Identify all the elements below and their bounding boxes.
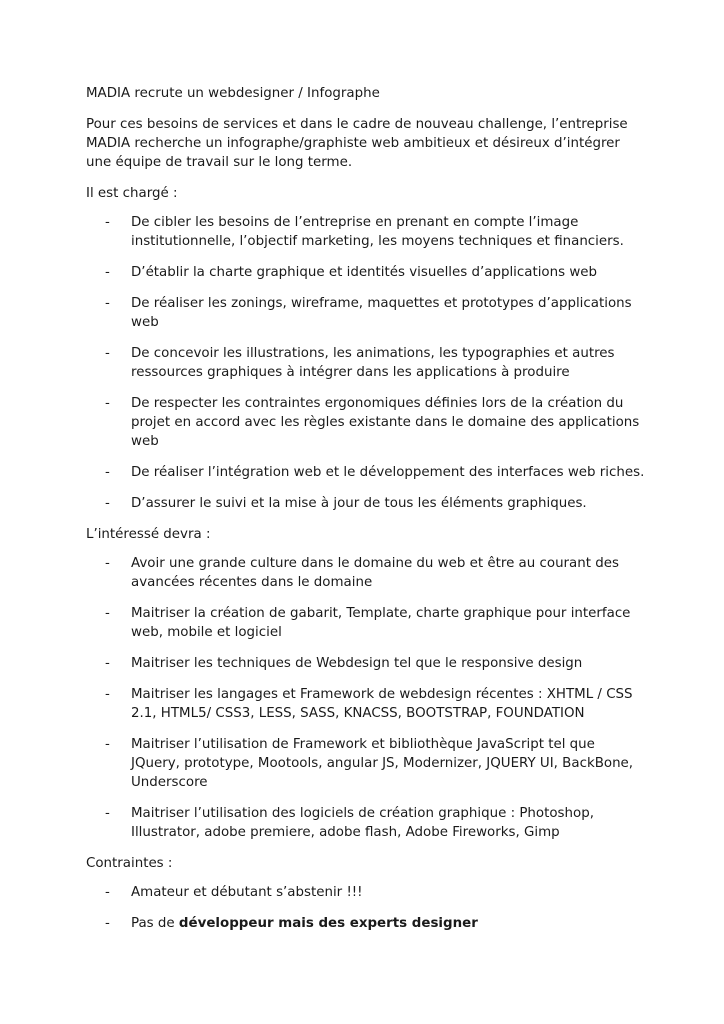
list-item (86, 263, 646, 282)
list-item (86, 685, 646, 723)
list-item (86, 654, 646, 673)
dash-bullet: - (105, 396, 110, 411)
list-item-text: De cibler les besoins de l’entreprise en prenant en compte l’image institutionnelle, l’objectif marketing, les moyens techniques et financiers. (131, 215, 624, 249)
dash-bullet: - (105, 806, 110, 821)
list-item (86, 883, 646, 902)
requirements-list (86, 554, 646, 842)
list-item-text: D’établir la charte graphique et identités visuelles d’applications web (131, 265, 598, 280)
responsibilities-list (86, 213, 646, 513)
list-item (86, 213, 646, 251)
dash-bullet: - (105, 296, 110, 311)
list-item-text-bold: développeur mais des experts designer (178, 916, 478, 931)
dash-bullet: - (105, 737, 110, 752)
list-item-text: Maitriser la création de gabarit, Template, charte graphique pour interface web, mobile et logiciel (131, 606, 631, 640)
list-item-text: Maitriser les langages et Framework de webdesign récentes : XHTML / CSS 2.1, HTML5/ CSS3, LESS, SASS, KNACSS, BOOTSTRAP, FOUNDATION (131, 687, 633, 721)
document-title: MADIA recrute un webdesigner / Infographe (86, 86, 380, 101)
list-item-text: De respecter les contraintes ergonomiques définies lors de la création du projet en accord avec les règles existante dans le domaine des applications web (131, 396, 640, 449)
dash-bullet: - (105, 465, 110, 480)
dash-bullet: - (105, 656, 110, 671)
list-item-text: Maitriser l’utilisation des logiciels de création graphique : Photoshop, Illustrator, adobe premiere, adobe flash, Adobe Fireworks, Gimp (131, 806, 594, 840)
list-item (86, 604, 646, 642)
dash-bullet: - (105, 265, 110, 280)
list-item (86, 914, 646, 933)
list-item (86, 463, 646, 482)
list-item (86, 394, 646, 451)
list-item-text: D’assurer le suivi et la mise à jour de tous les éléments graphiques. (131, 496, 587, 511)
list-item (86, 735, 646, 792)
dash-bullet: - (105, 606, 110, 621)
list-item-text: Maitriser les techniques de Webdesign tel que le responsive design (131, 656, 583, 671)
list-item (86, 344, 646, 382)
list-item (86, 294, 646, 332)
list-item (86, 804, 646, 842)
list-item (86, 554, 646, 592)
list-item-text: De réaliser les zonings, wireframe, maquettes et prototypes d’applications web (131, 296, 632, 330)
list-item-text: De concevoir les illustrations, les animations, les typographies et autres ressources graphiques à intégrer dans les applications à produire (131, 346, 615, 380)
list-item-text: Amateur et débutant s’abstenir !!! (131, 885, 363, 900)
list-item-text: Avoir une grande culture dans le domaine du web et être au courant des avancées récentes dans le domaine (131, 556, 619, 590)
list-item-text: Maitriser l’utilisation de Framework et bibliothèque JavaScript tel que JQuery, prototype, Mootools, angular JS, Modernizer, JQUERY UI, BackBone, Underscore (131, 737, 634, 790)
dash-bullet: - (105, 556, 110, 571)
constraints-list (86, 883, 646, 933)
section-heading-responsibilities: Il est chargé : (86, 186, 178, 201)
dash-bullet: - (105, 687, 110, 702)
list-item (86, 494, 646, 513)
list-item-text: De réaliser l’intégration web et le développement des interfaces web riches. (131, 465, 645, 480)
document-page (86, 84, 646, 945)
list-item-text-prefix: Pas de (131, 916, 179, 931)
intro-paragraph: Pour ces besoins de services et dans le cadre de nouveau challenge, l’entreprise MADIA recherche un infographe/graphiste web ambitieux et désireux d’intégrer une équipe de travail sur le long terme. (86, 117, 628, 170)
dash-bullet: - (105, 885, 110, 900)
dash-bullet: - (105, 496, 110, 511)
section-heading-constraints: Contraintes : (86, 856, 173, 871)
dash-bullet: - (105, 346, 110, 361)
dash-bullet: - (105, 916, 110, 931)
section-heading-requirements: L’intéressé devra : (86, 527, 211, 542)
dash-bullet: - (105, 215, 110, 230)
